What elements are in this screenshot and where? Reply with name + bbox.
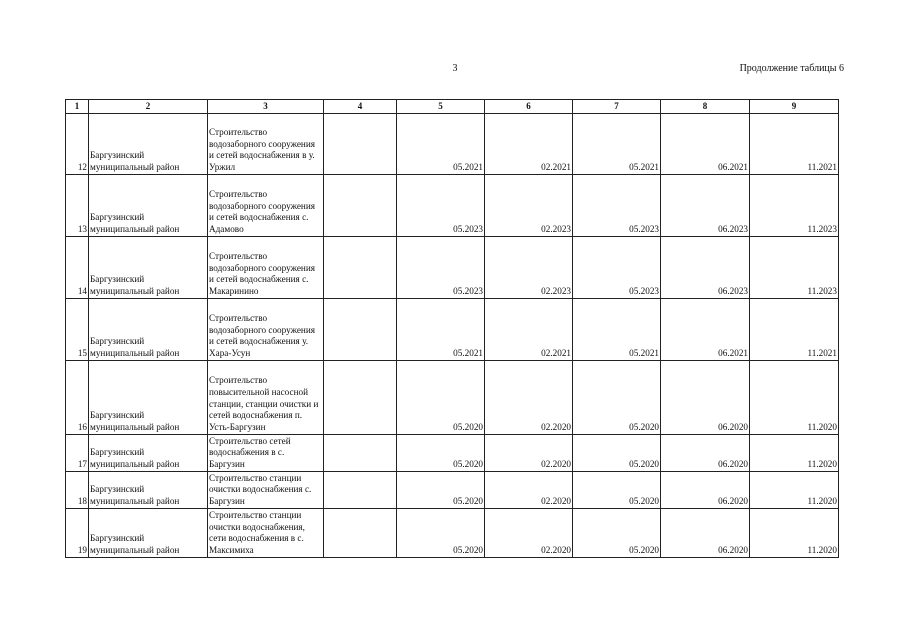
column-header: 9 [750, 100, 839, 114]
table-row [66, 509, 839, 558]
date-cell: 05.2020 [573, 435, 661, 472]
column-header: 7 [573, 100, 661, 114]
table-row [66, 361, 839, 435]
table-row [66, 175, 839, 237]
date-cell: 02.2021 [485, 114, 573, 175]
date-cell: 11.2021 [750, 114, 839, 175]
date-cell: 06.2023 [661, 237, 750, 299]
district-cell: Баргузинский муниципальный район [89, 114, 208, 175]
empty-cell [324, 361, 397, 435]
date-cell: 06.2021 [661, 299, 750, 361]
date-cell: 05.2023 [573, 175, 661, 237]
empty-cell [324, 175, 397, 237]
date-cell: 11.2021 [750, 299, 839, 361]
date-cell: 11.2020 [750, 361, 839, 435]
date-cell: 02.2020 [485, 435, 573, 472]
district-cell: Баргузинский муниципальный район [89, 299, 208, 361]
object-cell: Строительство повысительной насосной станции, станции очистки и сетей водоснабжения п. Усть-Баргузин [208, 361, 324, 435]
object-cell: Строительство водозаборного сооружения и сетей водоснабжения с. Адамово [208, 175, 324, 237]
header-row [66, 100, 839, 114]
page-number: 3 [452, 63, 458, 74]
date-cell: 05.2021 [397, 299, 485, 361]
date-cell: 02.2023 [485, 237, 573, 299]
object-cell: Строительство сетей водоснабжения в с. Баргузин [208, 435, 324, 472]
date-cell: 06.2020 [661, 361, 750, 435]
date-cell: 05.2020 [397, 361, 485, 435]
district-cell: Баргузинский муниципальный район [89, 361, 208, 435]
row-number: 13 [66, 175, 89, 237]
table-row [66, 299, 839, 361]
object-cell: Строительство станции очистки водоснабжения с. Баргузин [208, 472, 324, 509]
empty-cell [324, 509, 397, 558]
date-cell: 11.2023 [750, 175, 839, 237]
date-cell: 05.2020 [573, 361, 661, 435]
table-row [66, 435, 839, 472]
date-cell: 05.2020 [573, 472, 661, 509]
table-row [66, 237, 839, 299]
date-cell: 06.2020 [661, 509, 750, 558]
table-continued-label: Продолжение таблицы 6 [739, 63, 844, 74]
empty-cell [324, 299, 397, 361]
district-cell: Баргузинский муниципальный район [89, 435, 208, 472]
date-cell: 02.2020 [485, 361, 573, 435]
row-number: 19 [66, 509, 89, 558]
row-number: 14 [66, 237, 89, 299]
date-cell: 06.2023 [661, 175, 750, 237]
date-cell: 11.2020 [750, 435, 839, 472]
date-cell: 06.2020 [661, 472, 750, 509]
date-cell: 11.2020 [750, 509, 839, 558]
column-header: 8 [661, 100, 750, 114]
date-cell: 02.2023 [485, 175, 573, 237]
date-cell: 05.2020 [397, 509, 485, 558]
date-cell: 05.2020 [397, 435, 485, 472]
row-number: 12 [66, 114, 89, 175]
column-header: 2 [89, 100, 208, 114]
date-cell: 05.2023 [573, 237, 661, 299]
object-cell: Строительство водозаборного сооружения и сетей водоснабжения с. Макаринино [208, 237, 324, 299]
table-row [66, 472, 839, 509]
row-number: 17 [66, 435, 89, 472]
date-cell: 05.2023 [397, 175, 485, 237]
schedule-table [65, 99, 839, 558]
date-cell: 05.2021 [573, 299, 661, 361]
empty-cell [324, 114, 397, 175]
date-cell: 05.2020 [573, 509, 661, 558]
date-cell: 02.2020 [485, 509, 573, 558]
object-cell: Строительство водозаборного сооружения и сетей водоснабжения у. Хара-Усун [208, 299, 324, 361]
column-header: 1 [66, 100, 89, 114]
district-cell: Баргузинский муниципальный район [89, 237, 208, 299]
date-cell: 05.2020 [397, 472, 485, 509]
district-cell: Баргузинский муниципальный район [89, 472, 208, 509]
date-cell: 02.2021 [485, 299, 573, 361]
row-number: 16 [66, 361, 89, 435]
district-cell: Баргузинский муниципальный район [89, 509, 208, 558]
date-cell: 05.2021 [397, 114, 485, 175]
date-cell: 05.2023 [397, 237, 485, 299]
empty-cell [324, 435, 397, 472]
empty-cell [324, 472, 397, 509]
date-cell: 06.2020 [661, 435, 750, 472]
object-cell: Строительство станции очистки водоснабжения, сети водоснабжения в с. Максимиха [208, 509, 324, 558]
row-number: 15 [66, 299, 89, 361]
column-header: 3 [208, 100, 324, 114]
date-cell: 06.2021 [661, 114, 750, 175]
object-cell: Строительство водозаборного сооружения и сетей водоснабжения в у. Уржил [208, 114, 324, 175]
empty-cell [324, 237, 397, 299]
column-header: 4 [324, 100, 397, 114]
table-row [66, 114, 839, 175]
date-cell: 02.2020 [485, 472, 573, 509]
date-cell: 11.2023 [750, 237, 839, 299]
date-cell: 05.2021 [573, 114, 661, 175]
district-cell: Баргузинский муниципальный район [89, 175, 208, 237]
date-cell: 11.2020 [750, 472, 839, 509]
row-number: 18 [66, 472, 89, 509]
column-header: 5 [397, 100, 485, 114]
column-header: 6 [485, 100, 573, 114]
